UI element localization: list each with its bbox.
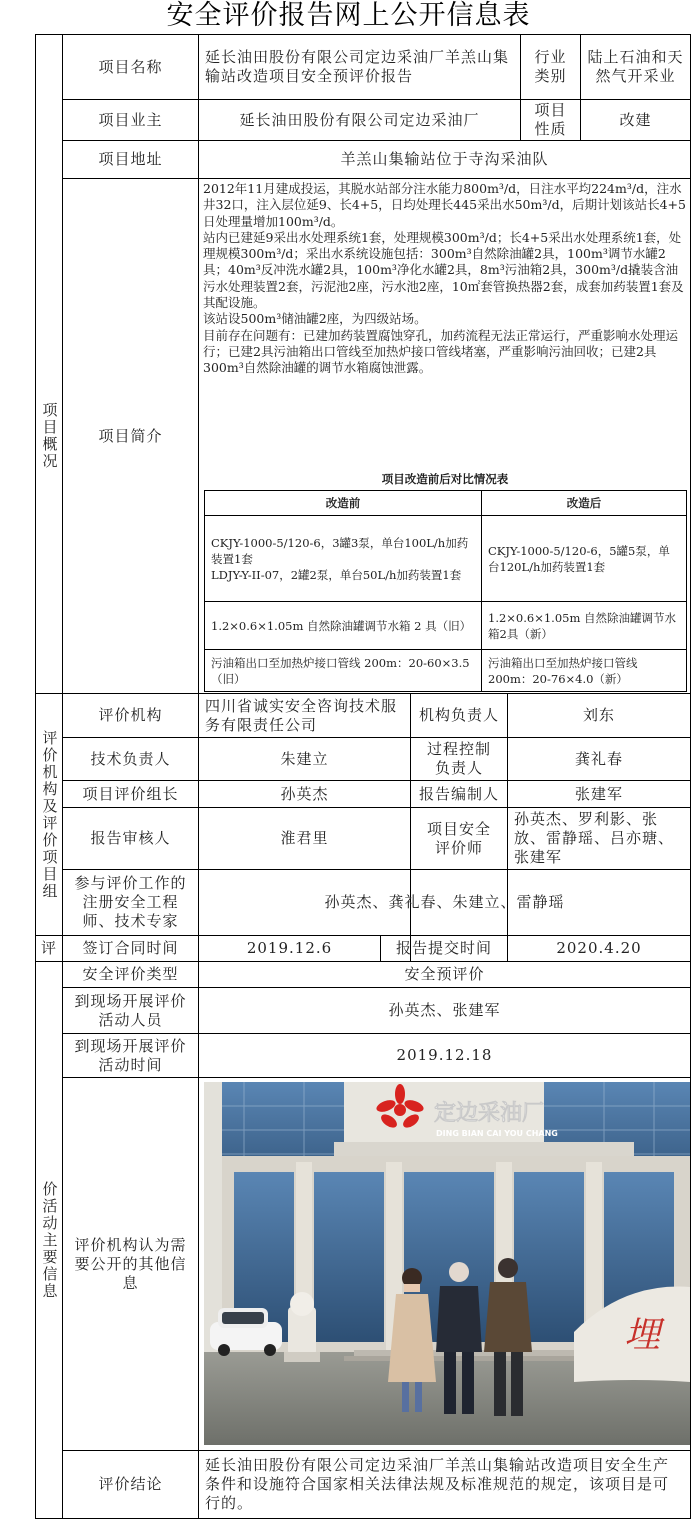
section-overview xyxy=(36,179,62,693)
intro-paragraph: 站内已建延9采出水处理系统1套，处理规模300m³/d；长4+5采出水处理系统1套，处理规模300m³/d；采出水系统设施包括：300m³自然除油罐2具，100m³调节水罐2具；40m³反冲洗水罐2具，100m³净化水罐2具，8m³污油箱2具，300m³/d撬装含油污水处理装置2套，污泥池2座，污水池2座，10㎡套管换热器2套，成套加药装置1套及其配设施。 xyxy=(203,229,684,311)
comparison-header-before: 改造前 xyxy=(325,496,361,510)
tech-head-value: 朱建立 xyxy=(280,749,329,768)
project-name: 延长油田股份有限公司定边采油厂羊羔山集输站改造项目安全预评价报告 xyxy=(205,48,510,85)
site-time-value: 2019.12.18 xyxy=(396,1046,493,1064)
intro-paragraph: 2012年11月建成投运，其脱水站部分注水能力800m³/d，日注水平均224m³/d，注水井32口，注入层位延9、长4+5，日均处理长445采出水50m³/d，后期计划该站长4+5日处理量增加100m³/d。 xyxy=(203,181,686,229)
process-head-value: 龚礼春 xyxy=(574,749,623,768)
comparison-cell: CKJY-1000-5/120-6，3罐3泵，单台100L/h加药装置1套 LDJY-Y-II-07，2罐2泵，单台50L/h加药装置1套 xyxy=(211,535,469,582)
comparison-header-after: 改造后 xyxy=(566,496,602,510)
nature-value: 改建 xyxy=(619,110,652,129)
label-report-writer: 报告编制人 xyxy=(418,784,499,803)
label-team-leader: 项目评价组长 xyxy=(82,784,179,803)
label-project-name: 项目名称 xyxy=(98,57,163,76)
monument-calligraphy: 埋 xyxy=(624,1315,661,1356)
section-activity xyxy=(36,962,62,1518)
label-participants: 参与评价工作的注册安全工程师、技术专家 xyxy=(74,874,187,930)
label-eval-type: 安全评价类型 xyxy=(82,965,179,983)
label-process-head: 过程控制负责人 xyxy=(426,740,491,777)
site-staff-value: 孙英杰、张建军 xyxy=(388,1001,501,1019)
team-leader-value: 孙英杰 xyxy=(280,784,329,803)
submit-time-value: 2020.4.20 xyxy=(556,939,642,957)
comparison-cell: 1.2×0.6×1.05m 自然除油罐调节水箱 2 具（旧） xyxy=(211,618,472,633)
label-conclusion: 评价结论 xyxy=(98,1475,163,1493)
label-tech-head: 技术负责人 xyxy=(90,749,171,768)
address-value: 羊羔山集输站位于寺沟采油队 xyxy=(340,150,549,168)
label-site-time: 到现场开展评价活动时间 xyxy=(74,1036,187,1074)
label-org-head: 机构负责人 xyxy=(418,706,499,724)
label-nature: 项目性质 xyxy=(534,101,567,138)
industry-value: 陆上石油和天然气开采业 xyxy=(587,48,684,85)
comparison-title: 项目改造前后对比情况表 xyxy=(381,472,509,486)
eval-type-value: 安全预评价 xyxy=(404,965,485,983)
intro-paragraph: 目前存在问题有：已建加药装置腐蚀穿孔，加药流程无法正常运行，严重影响水处理运行；已建2具污油箱出口管线至加热炉接口管线堵塞，严重影响污油回收；已建2具300m³自然除油罐的调节水箱腐蚀泄露。 xyxy=(203,327,679,376)
org-value: 四川省诚实安全咨询技术服务有限责任公司 xyxy=(205,696,398,734)
section-activity-label: 价活动主要信息 xyxy=(40,1180,59,1300)
safety-evaluator-value: 孙英杰、罗利影、张放、雷静瑶、吕亦瑭、张建军 xyxy=(514,810,675,866)
label-submit-time: 报告提交时间 xyxy=(395,939,492,957)
report-writer-value: 张建军 xyxy=(574,784,623,803)
comparison-cell: CKJY-1000-5/120-6，5罐5泵，单台120L/h加药装置1套 xyxy=(488,543,670,574)
section-activity-top: 评 xyxy=(40,939,57,957)
comparison-cell: 污油箱出口至加热炉接口管线200m：20-76×4.0（新） xyxy=(488,655,638,686)
label-industry: 行业类别 xyxy=(534,48,567,85)
label-intro: 项目简介 xyxy=(98,426,163,445)
label-contract-time: 签订合同时间 xyxy=(82,939,179,957)
label-org: 评价机构 xyxy=(98,706,163,724)
label-reviewer: 报告审核人 xyxy=(90,829,171,847)
reviewer-value: 淮君里 xyxy=(280,829,329,847)
owner-value: 延长油田股份有限公司定边采油厂 xyxy=(239,110,480,129)
intro-paragraph: 该站设500m³储油罐2座，为四级站场。 xyxy=(203,311,427,327)
org-head-value: 刘东 xyxy=(582,706,615,724)
conclusion-value: 延长油田股份有限公司定边采油厂羊羔山集输站改造项目安全生产条件和设施符合国家相关法律法规及标准规范的规定，该项目是可行的。 xyxy=(205,1456,670,1512)
comparison-cell: 1.2×0.6×1.05m 自然除油罐调节水箱2具（新） xyxy=(488,610,677,641)
section-org-label: 评价机构及评价项目组 xyxy=(40,729,59,900)
page-title: 安全评价报告网上公开信息表 xyxy=(166,0,531,31)
section-org xyxy=(36,694,62,935)
site-photo-svg xyxy=(204,1082,690,1445)
comparison-cell: 污油箱出口至加热炉接口管线 200m：20-60×3.5（旧） xyxy=(211,655,470,686)
site-photo xyxy=(204,1082,690,1445)
label-other-info: 评价机构认为需要公开的其他信息 xyxy=(74,1235,187,1292)
label-safety-evaluator: 项目安全评价师 xyxy=(426,819,491,857)
participants-value: 孙英杰、龚礼春、朱建立、雷静瑶 xyxy=(324,893,565,911)
label-owner: 项目业主 xyxy=(98,110,163,129)
building-sign-sub: DING BIAN CAI YOU CHANG xyxy=(436,1129,558,1138)
section-overview-label: 项目概况 xyxy=(40,402,59,470)
project-intro xyxy=(203,181,687,377)
label-site-staff: 到现场开展评价活动人员 xyxy=(74,991,187,1029)
contract-time-value: 2019.12.6 xyxy=(246,939,333,957)
label-address: 项目地址 xyxy=(98,150,163,168)
building-sign: 定边采油厂 xyxy=(434,1101,545,1126)
